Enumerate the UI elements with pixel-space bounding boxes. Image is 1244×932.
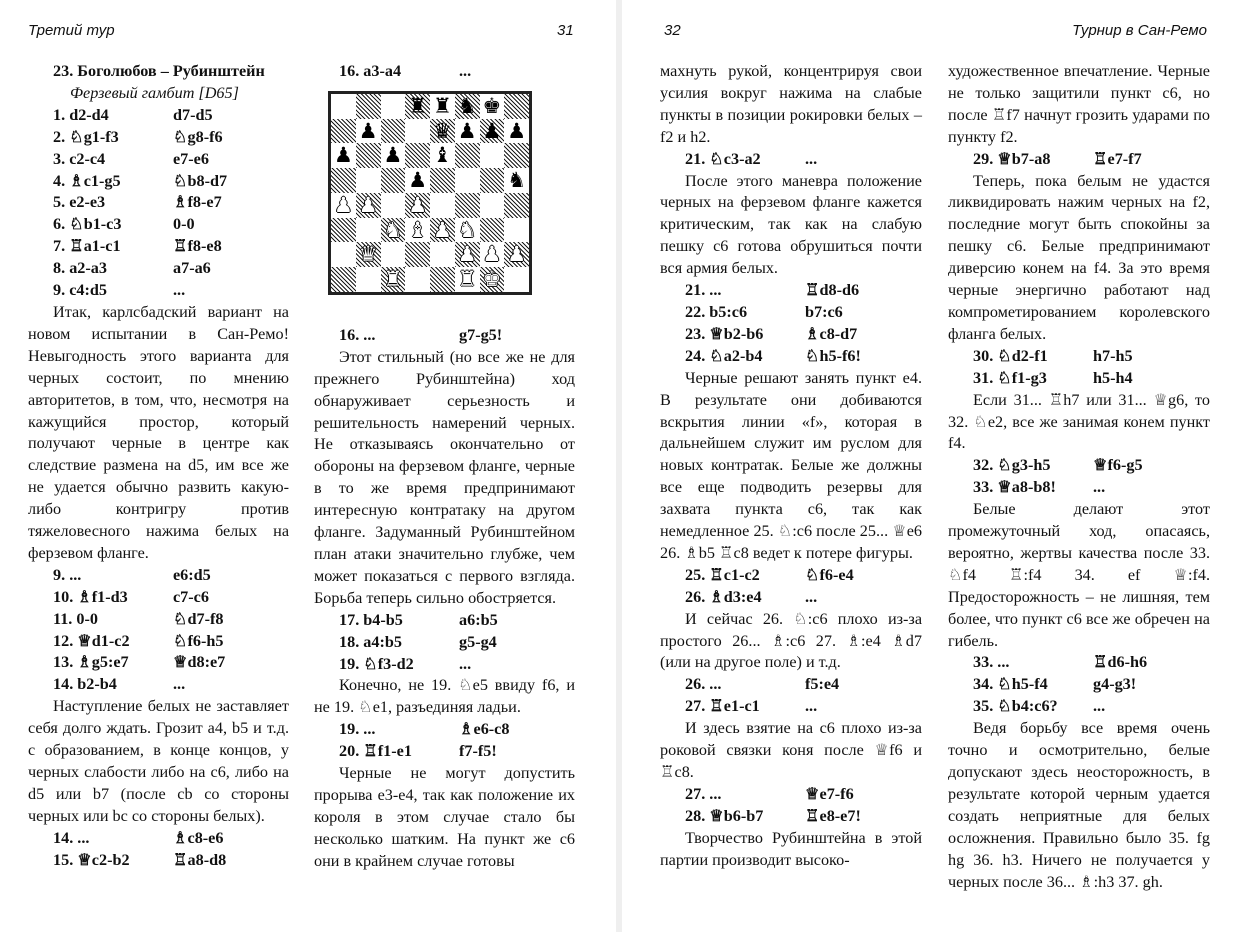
white-move: 17. b4-b5 (339, 610, 403, 629)
black-move: ♕d8:e7 (173, 653, 226, 672)
white-rook-icon: ♜ (383, 267, 403, 292)
white-move: 6. ♘b1-c3 (53, 215, 122, 234)
black-move: ♘g8-f6 (173, 127, 223, 146)
black-move: ♘f6-e4 (805, 565, 854, 584)
white-move: 4. ♗c1-g5 (53, 171, 121, 190)
board-square-f4 (455, 193, 480, 218)
move-row (314, 741, 575, 763)
move-list (28, 565, 289, 696)
white-move: 31. ♘f1-g3 (973, 368, 1047, 387)
move-row (28, 828, 289, 850)
black-move: e7-e6 (173, 149, 209, 168)
black-move: d7-d5 (173, 105, 213, 124)
black-move: a6:b5 (459, 610, 498, 629)
board-square-a3 (331, 218, 356, 243)
move-row (28, 105, 289, 127)
move-list (660, 280, 922, 368)
board-square-g8 (480, 94, 505, 119)
commentary: Конечно, не 19. ♘e5 ввиду f6, и не 19. ♘e1, разъединяя ладьи. (314, 676, 575, 717)
board-square-b2 (356, 242, 381, 267)
move-list (314, 61, 575, 83)
board-square-b3 (356, 218, 381, 243)
black-move: ... (459, 62, 472, 80)
white-move: 9. c4:d5 (53, 281, 107, 300)
board-square-a8 (331, 94, 356, 119)
chess-diagram (328, 91, 532, 295)
commentary: Черные решают занять пункт e4. В результате они добиваются вскрытия линии «f», которая в дальнейшем служит им руслом для новых контратак. Белые же должны все еще подводить резервы для захвата пункта c6, так как немедленное 25. ♘:c6 после 25... ♕e6 26. ♗b5 ♖c8 ведет к потере фигуры. (660, 368, 922, 562)
black-move: ♖f8-e8 (173, 237, 222, 256)
board-square-g2 (480, 242, 505, 267)
board-square-d2 (405, 242, 430, 267)
board-square-f5 (455, 168, 480, 193)
move-list (948, 652, 1210, 718)
white-knight-icon: ♞ (383, 217, 403, 242)
white-move: 34. ♘h5-f4 (973, 675, 1048, 694)
board-square-h8 (504, 94, 529, 119)
column-1 (28, 61, 289, 872)
commentary: И здесь взятие на c6 плохо из-за роковой связки коня после ♕f6 и ♖c8. (660, 719, 922, 781)
black-queen-icon: ♛ (432, 118, 452, 143)
board-square-e6 (430, 143, 455, 168)
board-square-b1 (356, 267, 381, 292)
white-move: 25. ♖c1-c2 (685, 565, 760, 584)
move-row (660, 784, 922, 806)
move-list (314, 719, 575, 763)
black-move: ♕e7-f6 (805, 784, 854, 803)
move-row (28, 565, 289, 587)
white-move: 33. ... (973, 653, 1010, 672)
white-move: 26. ♗d3:e4 (685, 587, 762, 606)
board-square-d7 (405, 119, 430, 144)
black-pawn-icon: ♟ (507, 118, 527, 143)
board-square-b8 (356, 94, 381, 119)
board-square-g4 (480, 193, 505, 218)
black-move: ... (459, 654, 472, 673)
black-move: ♖a8-d8 (173, 850, 227, 869)
move-row (314, 632, 575, 654)
black-move: ♗c8-e6 (173, 828, 224, 847)
move-row (28, 214, 289, 236)
board-square-b7 (356, 119, 381, 144)
white-move: 12. ♕d1-c2 (53, 631, 130, 650)
board-square-d1 (405, 267, 430, 292)
commentary: После этого маневра положение черных на ферзевом фланге кажется критическим, так как на слабую пешку c6 готова обрушиться почти вся армия белых. (660, 171, 922, 278)
move-row (948, 455, 1210, 477)
move-list (660, 784, 922, 828)
white-move: 29. ♕b7-a8 (973, 149, 1051, 168)
commentary: Этот стильный (но все же не для прежнего Рубинштейна) ход обнаруживает серьезность и решительность намерений черных. Не отказываясь окончательно от обороны на ферзевом фланге, черные в то же время предпринимают интересную контратаку на другом фланге. Задуманный Рубинштейном план атаки значительно глубже, чем может показаться с первого взгляда. Борьба теперь сильно обостряется. (314, 347, 575, 607)
move-row (948, 652, 1210, 674)
board-square-h5 (504, 168, 529, 193)
black-move: ... (1093, 478, 1106, 497)
commentary: Творчество Рубинштейна в этой партии производит высоко- (660, 828, 922, 869)
black-move: ... (173, 675, 186, 694)
black-move: ♖e7-f7 (1093, 149, 1142, 168)
black-move: ... (805, 697, 818, 716)
column-2 (314, 61, 575, 873)
board-square-h3 (504, 218, 529, 243)
black-move: ♖d6-h6 (1093, 653, 1148, 672)
move-list (660, 674, 922, 718)
white-move: 20. ♖f1-e1 (339, 742, 412, 761)
board-square-h7 (504, 119, 529, 144)
chess-board (331, 94, 529, 292)
white-move: 28. ♕b6-b7 (685, 806, 764, 825)
move-row (28, 280, 289, 302)
board-square-c7 (381, 119, 406, 144)
board-square-g6 (480, 143, 505, 168)
white-move: 16. ... (339, 325, 376, 344)
white-pawn-icon: ♟ (457, 242, 477, 267)
move-list (28, 105, 289, 302)
black-move: ... (1093, 697, 1106, 716)
move-row (28, 127, 289, 149)
move-row (948, 346, 1210, 368)
black-move: ... (173, 281, 186, 300)
board-square-g3 (480, 218, 505, 243)
board-square-c2 (381, 242, 406, 267)
board-square-f6 (455, 143, 480, 168)
board-square-a2 (331, 242, 356, 267)
move-row (314, 61, 575, 83)
board-square-d5 (405, 168, 430, 193)
black-knight-icon: ♞ (457, 93, 477, 118)
black-king-icon: ♚ (482, 93, 502, 118)
white-king-icon: ♚ (482, 267, 502, 292)
running-head-left: Третий тур (28, 22, 115, 39)
black-move: ♖d8-d6 (805, 281, 860, 300)
move-row (314, 325, 575, 347)
white-move: 23. ♕b2-b6 (685, 324, 764, 343)
board-square-d3 (405, 218, 430, 243)
black-move: ♘h5-f6! (805, 346, 861, 365)
white-pawn-icon: ♟ (482, 242, 502, 267)
white-move: 3. c2-c4 (53, 149, 106, 168)
board-square-e7 (430, 119, 455, 144)
board-square-f8 (455, 94, 480, 119)
black-move: ... (805, 149, 818, 168)
page-number-left: 31 (557, 22, 574, 39)
black-move: f5:e4 (805, 675, 840, 694)
black-move: h7-h5 (1093, 346, 1133, 365)
white-pawn-icon: ♟ (432, 217, 452, 242)
black-move: e6:d5 (173, 565, 211, 584)
commentary: Черные не могут допустить прорыва e3-e4, так как положение их короля в этом случае стало бы несколько шатким. На пункт же c6 они в крайнем случае готовы (314, 764, 575, 870)
move-list (314, 325, 575, 347)
opening-name: Ферзевый гамбит [D65] (70, 83, 239, 102)
move-list (948, 455, 1210, 499)
board-square-c4 (381, 193, 406, 218)
black-move: g7-g5! (459, 325, 503, 344)
white-move: 35. ♘b4:c6? (973, 697, 1058, 716)
white-move: 5. e2-e3 (53, 193, 106, 212)
black-pawn-icon: ♟ (457, 118, 477, 143)
move-row (948, 477, 1210, 499)
black-pawn-icon: ♟ (358, 118, 378, 143)
move-list (660, 149, 922, 171)
white-move: 21. ... (685, 281, 722, 300)
move-row (660, 302, 922, 324)
white-pawn-icon: ♟ (333, 192, 353, 217)
black-move: ♘f6-h5 (173, 631, 224, 650)
board-square-b5 (356, 168, 381, 193)
black-move: f7-f5! (459, 742, 497, 761)
commentary: Теперь, пока белым не удастся ликвидировать нажим черных на f2, последние могут быть спокойны за пешку c6. Белые предпринимают диверсию конем на f4. За это время черные энергично работают над компрометированием королевского фланга белых. (948, 171, 1210, 343)
move-row (948, 696, 1210, 718)
white-move: 19. ♘f3-d2 (339, 654, 414, 673)
board-square-f7 (455, 119, 480, 144)
black-move: ♗f8-e7 (173, 193, 222, 212)
white-move: 27. ... (685, 784, 722, 803)
board-square-a7 (331, 119, 356, 144)
move-row (660, 280, 922, 302)
move-row (660, 587, 922, 609)
commentary: Наступление белых не заставляет себя долго ждать. Грозит a4, b5 и т.д. с образованием, в конце концов, у черных слабости либо на c6, либо на d5 или b7 (после cb со стороны черных или bc со стороны белых). (28, 697, 289, 825)
white-move: 8. a2-a3 (53, 259, 107, 278)
board-square-h2 (504, 242, 529, 267)
board-square-e1 (430, 267, 455, 292)
board-square-a6 (331, 143, 356, 168)
move-row (948, 149, 1210, 171)
white-move: 14. ... (53, 828, 90, 847)
move-list (948, 149, 1210, 171)
black-move: ♖e8-e7! (805, 806, 861, 825)
move-row (28, 258, 289, 280)
black-knight-icon: ♞ (507, 168, 527, 193)
column-4 (948, 61, 1210, 893)
black-move: c7-c6 (173, 587, 209, 606)
white-move: 7. ♖a1-c1 (53, 237, 121, 256)
white-move: 21. ♘c3-a2 (685, 149, 761, 168)
board-square-f1 (455, 267, 480, 292)
move-row (314, 654, 575, 676)
black-move: ... (805, 587, 818, 606)
white-move: 10. ♗f1-d3 (53, 587, 128, 606)
commentary: художественное впечатление. Черные не только защитили пункт c6, но после ♖f7 начнут грозить ударами по пункту f2. (948, 62, 1210, 146)
black-move: a7-a6 (173, 259, 211, 278)
white-move: 32. ♘g3-h5 (973, 456, 1051, 475)
move-row (660, 806, 922, 828)
move-row (28, 631, 289, 653)
move-row (314, 610, 575, 632)
board-square-g1 (480, 267, 505, 292)
move-row (660, 674, 922, 696)
move-row (28, 674, 289, 696)
move-list (28, 828, 289, 872)
board-square-h1 (504, 267, 529, 292)
board-square-e2 (430, 242, 455, 267)
board-square-h6 (504, 143, 529, 168)
white-move: 1. d2-d4 (53, 105, 109, 124)
black-move: b7:c6 (805, 302, 843, 321)
commentary: Если 31... ♖h7 или 31... ♕g6, то 32. ♘e2, все же занимая конем пункт f4. (948, 390, 1210, 453)
board-square-g7 (480, 119, 505, 144)
white-move: 33. ♕a8-b8! (973, 478, 1056, 497)
left-page (0, 0, 616, 932)
white-move: 19. ... (339, 720, 376, 739)
move-row (660, 149, 922, 171)
white-move: 24. ♘a2-b4 (685, 346, 763, 365)
move-row (28, 652, 289, 674)
black-bishop-icon: ♝ (432, 143, 452, 168)
black-move: ♗e6-c8 (459, 720, 510, 739)
move-row (948, 674, 1210, 696)
black-move: g4-g3! (1093, 675, 1137, 694)
white-move: 27. ♖e1-c1 (685, 697, 760, 716)
move-row (660, 696, 922, 718)
board-square-a4 (331, 193, 356, 218)
commentary: Белые делают этот промежуточный ход, опасаясь, вероятно, жертвы качества после 33. ♘f4 ♖:f4 34. ef ♕:f4. Предосторожность – не лишняя, тем более, что пункт c6 все же обречен на гибель. (948, 500, 1210, 650)
commentary: Итак, карлсбадский вариант на новом испытании в Сан-Ремо! Невыгодность этого варианта для черных состоит, по мнению авторитетов, в том, что, несмотря на кажущийся простор, который получают черные в центре как следствие размена на d5, им все же не удается обычно развить какую-либо контригру против тяжеловесного нажима белых на ферзевом фланге. (28, 302, 289, 562)
right-page (622, 0, 1244, 932)
game-title: 23. Боголюбов – Рубинштейн (53, 62, 265, 80)
move-row (660, 324, 922, 346)
board-square-a5 (331, 168, 356, 193)
white-move: 30. ♘d2-f1 (973, 346, 1048, 365)
board-square-h4 (504, 193, 529, 218)
board-square-a1 (331, 267, 356, 292)
commentary: Ведя борьбу все время очень точно и осмотрительно, белые допускают здесь неосторожность, в результате которой черным удается создать неприятные для белых осложнения. Правильно было 35. fg hg 36. h3. Ничего не получается у черных после 36... ♗:h3 37. gh. (948, 719, 1210, 891)
white-move: 26. ... (685, 675, 722, 694)
board-square-d4 (405, 193, 430, 218)
white-knight-icon: ♞ (457, 217, 477, 242)
black-move: g5-g4 (459, 632, 497, 651)
board-square-f3 (455, 218, 480, 243)
white-pawn-icon: ♟ (358, 192, 378, 217)
white-move: 15. ♕c2-b2 (53, 850, 130, 869)
board-square-b4 (356, 193, 381, 218)
running-head-right: Турнир в Сан-Ремо (1072, 22, 1207, 39)
move-list (314, 610, 575, 676)
board-square-f2 (455, 242, 480, 267)
board-square-b6 (356, 143, 381, 168)
board-square-c8 (381, 94, 406, 119)
move-list (948, 346, 1210, 390)
white-move: 14. b2-b4 (53, 675, 117, 694)
board-square-e3 (430, 218, 455, 243)
white-move: 11. 0-0 (53, 609, 98, 628)
white-move: 22. b5:c6 (685, 302, 748, 321)
black-rook-icon: ♜ (408, 93, 428, 118)
black-pawn-icon: ♟ (383, 143, 403, 168)
column-3 (660, 61, 922, 872)
move-row (28, 850, 289, 872)
move-row (660, 565, 922, 587)
white-move: 13. ♗g5:e7 (53, 653, 129, 672)
board-square-e4 (430, 193, 455, 218)
black-move: ♗c8-d7 (805, 324, 858, 343)
move-list (660, 565, 922, 609)
board-square-g5 (480, 168, 505, 193)
commentary: махнуть рукой, концентрируя свои усилия вокруг нажима на слабые пункты в позиции рокировки белых – f2 и h2. (660, 62, 922, 146)
black-rook-icon: ♜ (432, 93, 452, 118)
black-pawn-icon: ♟ (408, 168, 428, 193)
white-move: 16. a3-a4 (339, 62, 402, 80)
white-pawn-icon: ♟ (507, 242, 527, 267)
white-move: 2. ♘g1-f3 (53, 127, 119, 146)
board-square-c6 (381, 143, 406, 168)
white-move: 18. a4:b5 (339, 632, 402, 651)
black-move: 0-0 (173, 215, 195, 234)
move-row (28, 149, 289, 171)
white-pawn-icon: ♟ (408, 192, 428, 217)
move-row (28, 192, 289, 214)
board-square-c3 (381, 218, 406, 243)
page-number-right: 32 (664, 22, 681, 39)
black-move: ♘d7-f8 (173, 609, 224, 628)
move-row (660, 346, 922, 368)
board-square-c5 (381, 168, 406, 193)
move-row (28, 587, 289, 609)
white-move: 9. ... (53, 565, 82, 584)
board-square-e8 (430, 94, 455, 119)
board-square-e5 (430, 168, 455, 193)
board-square-d6 (405, 143, 430, 168)
move-row (314, 719, 575, 741)
black-move: ♕f6-g5 (1093, 456, 1143, 475)
move-row (948, 368, 1210, 390)
white-bishop-icon: ♝ (408, 217, 428, 242)
move-row (28, 609, 289, 631)
black-move: h5-h4 (1093, 368, 1133, 387)
board-square-d8 (405, 94, 430, 119)
move-row (28, 236, 289, 258)
commentary: И сейчас 26. ♘:c6 плохо из-за простого 26... ♗:c6 27. ♗:e4 ♗d7 (или на другое поле) и т.д. (660, 609, 922, 672)
black-move: ♘b8-d7 (173, 171, 228, 190)
black-pawn-icon: ♟ (333, 143, 353, 168)
board-square-c1 (381, 267, 406, 292)
white-rook-icon: ♜ (457, 267, 477, 292)
move-row (28, 171, 289, 193)
white-queen-icon: ♛ (358, 242, 378, 267)
black-pawn-icon: ♟ (482, 118, 502, 143)
